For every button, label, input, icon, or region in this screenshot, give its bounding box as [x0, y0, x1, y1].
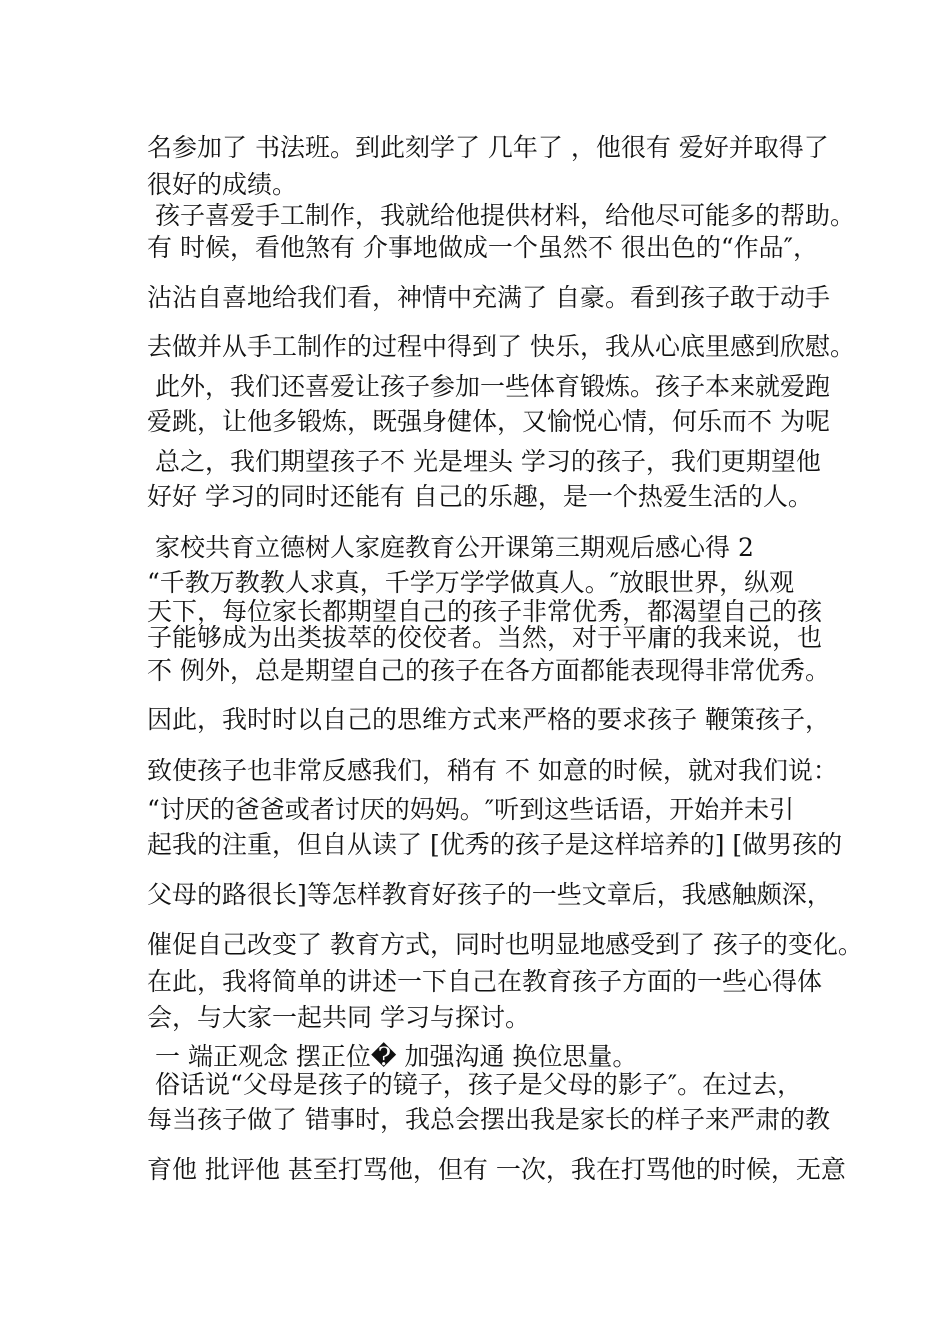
text-line: 好好 学习的同时还能有 自己的乐趣，是一个热爱生活的人。 — [147, 482, 813, 511]
text-line: 很好的成绩。 — [147, 170, 298, 199]
text-line: 孩子喜爱手工制作，我就给他提供材料，给他尽可能多的帮助。 — [155, 201, 856, 230]
text-line: 子能够成为出类拔萃的佼佼者。当然，对于平庸的我来说，也 — [147, 623, 823, 652]
text-line: 天下，每位家长都期望自己的孩子非常优秀，都渴望自己的孩 — [147, 597, 823, 626]
text-line: 此外，我们还喜爱让孩子参加一些体育锻炼。孩子本来就爱跑 — [155, 372, 831, 401]
section-heading: 家校共育立德树人家庭教育公开课第三期观后感心得 2 — [155, 533, 754, 562]
text-line: “讨厌的爸爸或者讨厌的妈妈。″听到这些话语，开始并未引 — [147, 795, 795, 824]
text-line: 每当孩子做了 错事时，我总会摆出我是家长的样子来严肃的教 — [147, 1105, 830, 1134]
text-line: 名参加了 书法班。到此刻学了 几年了 ，他很有 爱好并取得了 — [147, 133, 829, 162]
text-line: 沾沾自喜地给我们看，神情中充满了 自豪。看到孩子敢于动手 — [147, 283, 830, 312]
text-line: 因此，我时时以自己的思维方式来严格的要求孩子 鞭策孩子， — [147, 705, 830, 734]
text-line: 有 时候，看他煞有 介事地做成一个虽然不 很出色的“作品″， — [147, 233, 818, 262]
text-line: 在此，我将简单的讲述一下自己在教育孩子方面的一些心得体 — [147, 967, 823, 996]
text-line: 爱跳，让他多锻炼，既强身健体，又愉悦心情，何乐而不 为呢 — [147, 407, 830, 436]
text-line: 一 端正观念 摆正位� 加强沟通 换位思量。 — [155, 1042, 638, 1071]
text-line: 父母的路很长]等怎样教育好孩子的一些文章后，我感触颇深， — [147, 880, 832, 909]
text-line: 催促自己改变了 教育方式，同时也明显地感受到了 孩子的变化。 — [147, 930, 863, 959]
text-line: 起我的注重，但自从读了 [优秀的孩子是这样培养的] [做男孩的 — [147, 830, 843, 859]
text-line: 致使孩子也非常反感我们，稍有 不 如意的时候，就对我们说： — [147, 756, 838, 785]
text-line: 会，与大家一起共同 学习与探讨。 — [147, 1003, 530, 1032]
text-line: 去做并从手工制作的过程中得到了 快乐，我从心底里感到欣慰。 — [147, 332, 855, 361]
text-line: “千教万教教人求真，千学万学学做真人。″放眼世界，纵观 — [147, 568, 795, 597]
text-line: 总之，我们期望孩子不 光是埋头 学习的孩子，我们更期望他 — [155, 447, 821, 476]
text-line: 育他 批评他 甚至打骂他，但有 一次，我在打骂他的时候，无意 — [147, 1155, 846, 1184]
text-line: 俗话说“父母是孩子的镜子，孩子是父母的影子″。在过去， — [155, 1070, 803, 1099]
text-line: 不 例外，总是期望自己的孩子在各方面都能表现得非常优秀。 — [147, 656, 830, 685]
